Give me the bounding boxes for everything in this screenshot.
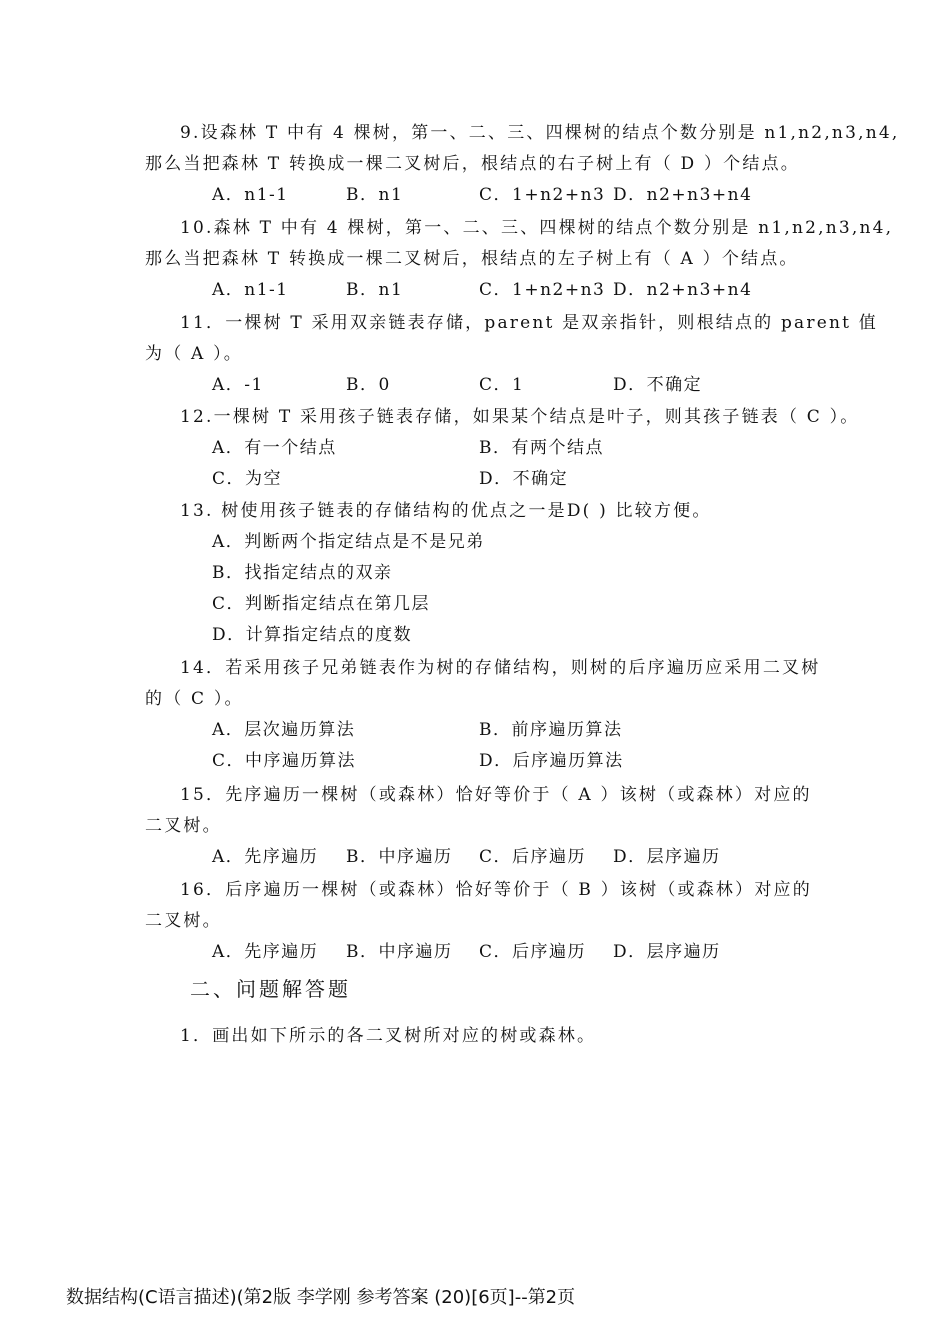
- q15-option-b: B．中序遍历: [346, 847, 453, 867]
- q13-option-c: C．判断指定结点在第几层: [212, 594, 431, 614]
- q11-line-1: 11．一棵树 T 采用双亲链表存储，parent 是双亲指针，则根结点的 parent 值: [180, 313, 878, 333]
- q12-option-d: D．不确定: [479, 469, 569, 489]
- q16-option-b: B．中序遍历: [346, 942, 453, 962]
- q11-option-d: D．不确定: [613, 375, 703, 395]
- q13-option-b: B．找指定结点的双亲: [212, 563, 393, 583]
- q10-option-a: A．n1-1: [212, 280, 289, 300]
- q14-line-1: 14．若采用孩子兄弟链表作为树的存储结构，则树的后序遍历应采用二叉树: [180, 658, 821, 678]
- q16-option-d: D．层序遍历: [613, 942, 721, 962]
- q12-option-c: C．为空: [212, 469, 283, 489]
- q16-option-a: A．先序遍历: [212, 942, 319, 962]
- q15-line-1: 15．先序遍历一棵树（或森林）恰好等价于（ A ）该树（或森林）对应的: [180, 785, 812, 805]
- q9-option-b: B．n1: [346, 185, 404, 205]
- q9-line-2: 那么当把森林 T 转换成一棵二叉树后，根结点的右子树上有（ D ）个结点。: [145, 154, 800, 174]
- q12-option-a: A．有一个结点: [212, 438, 337, 458]
- q10-line-2: 那么当把森林 T 转换成一棵二叉树后，根结点的左子树上有（ A ）个结点。: [145, 249, 799, 269]
- q10-option-d: D．n2+n3+n4: [613, 280, 753, 300]
- q10-option-c: C．1+n2+n3: [479, 280, 606, 300]
- q15-option-d: D．层序遍历: [613, 847, 721, 867]
- q14-option-c: C．中序遍历算法: [212, 751, 357, 771]
- q9-line-1: 9.设森林 T 中有 4 棵树，第一、二、三、四棵树的结点个数分别是 n1,n2,n3,n4,: [180, 123, 900, 143]
- q15-option-c: C．后序遍历: [479, 847, 587, 867]
- q16-option-c: C．后序遍历: [479, 942, 587, 962]
- q13-line-1: 13. 树使用孩子链表的存储结构的优点之一是D( ) 比较方便。: [180, 501, 712, 521]
- q14-option-b: B．前序遍历算法: [479, 720, 623, 740]
- page-footer: 数据结构(C语言描述)(第2版 李学刚 参考答案 (20)[6页]--第2页: [66, 1287, 576, 1308]
- q12-line-1: 12.一棵树 T 采用孩子链表存储，如果某个结点是叶子，则其孩子链表（ C ）。: [180, 407, 860, 427]
- section-heading: 二、问题解答题: [190, 977, 351, 1001]
- q16-line-2: 二叉树。: [145, 911, 222, 931]
- q14-line-2: 的（ C ）。: [145, 689, 244, 709]
- q14-option-a: A．层次遍历算法: [212, 720, 356, 740]
- q9-option-d: D．n2+n3+n4: [613, 185, 753, 205]
- q11-option-a: A．-1: [212, 375, 264, 395]
- q12-option-b: B．有两个结点: [479, 438, 604, 458]
- q10-option-b: B．n1: [346, 280, 404, 300]
- q13-option-d: D．计算指定结点的度数: [212, 625, 413, 645]
- q9-option-c: C．1+n2+n3: [479, 185, 606, 205]
- q10-line-1: 10.森林 T 中有 4 棵树，第一、二、三、四棵树的结点个数分别是 n1,n2,n3,n4,: [180, 218, 894, 238]
- q9-option-a: A．n1-1: [212, 185, 289, 205]
- q15-option-a: A．先序遍历: [212, 847, 319, 867]
- q11-line-2: 为（ A ）。: [145, 344, 243, 364]
- q11-option-b: B．0: [346, 375, 391, 395]
- q11-option-c: C．1: [479, 375, 525, 395]
- q15-line-2: 二叉树。: [145, 816, 222, 836]
- q16-line-1: 16．后序遍历一棵树（或森林）恰好等价于（ B ）该树（或森林）对应的: [180, 880, 812, 900]
- q13-option-a: A．判断两个指定结点是不是兄弟: [212, 532, 485, 552]
- section2-item-1: 1．画出如下所示的各二叉树所对应的树或森林。: [180, 1026, 597, 1046]
- q14-option-d: D．后序遍历算法: [479, 751, 624, 771]
